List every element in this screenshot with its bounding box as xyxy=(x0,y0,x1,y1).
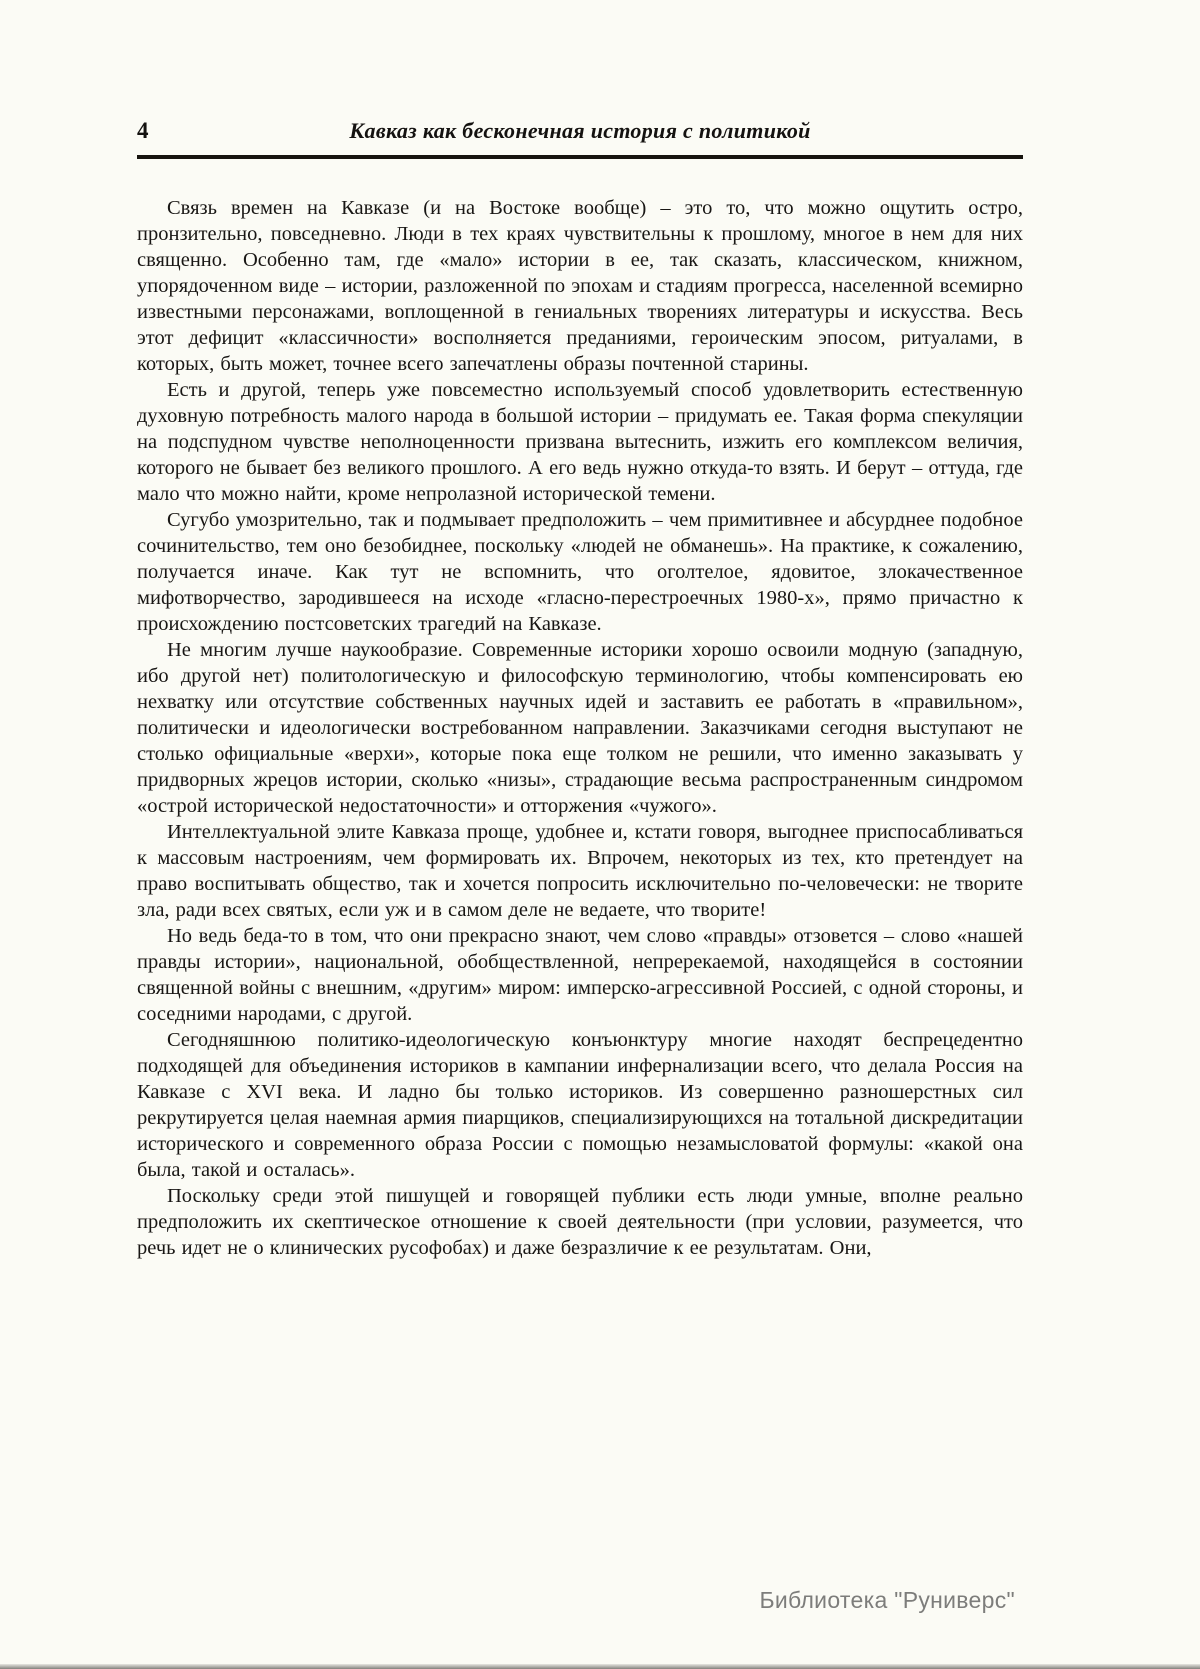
paragraph: Интеллектуальной элите Кавказа проще, удобнее и, кстати говоря, выгоднее приспосабливаться к массовым настроениям, чем формировать их. Впрочем, некоторых из тех, кто претендует на право воспитывать общество, так и хочется попросить исключительно по-человечески: не творите зла, ради всех святых, если уж и в самом деле не ведаете, что творите! xyxy=(137,821,1023,921)
paragraph: Но ведь беда-то в том, что они прекрасно знают, чем слово «правды» отзовется – слово «нашей правды истории», национальной, обобществленной, непререкаемой, находящейся в состоянии священной войны с внешним, «другим» миром: имперско-агрессивной Россией, с одной стороны, и соседними народами, с другой. xyxy=(137,925,1023,1025)
scan-bottom-edge xyxy=(0,1664,1200,1669)
page-number: 4 xyxy=(137,118,149,143)
header-rule xyxy=(137,155,1023,159)
paragraph: Связь времен на Кавказе (и на Востоке вообще) – это то, что можно ощутить остро, пронзительно, повседневно. Люди в тех краях чувствительны к прошлому, многое в нем для них священно. Особенно там, где «мало» истории в ее, так сказать, классическом, книжном, упорядоченном виде – истории, разложенной по эпохам и стадиям прогресса, населенной всемирно известными персонажами, воплощенной в гениальных творениях литературы и искусства. Весь этот дефицит «классичности» восполняется преданиями, героическим эпосом, ритуалами, в которых, быть может, точнее всего запечатлены образы почтенной старины. xyxy=(137,197,1023,375)
paragraph: Сугубо умозрительно, так и подмывает предположить – чем примитивнее и абсурднее подобное сочинительство, тем оно безобиднее, поскольку «людей не обманешь». На практике, к сожалению, получается иначе. Как тут не вспомнить, что оголтелое, ядовитое, злокачественное мифотворчество, зародившееся на исходе «гласно-перестроечных 1980-х», прямо причастно к происхождению постсоветских трагедий на Кавказе. xyxy=(137,509,1023,635)
page-content xyxy=(137,0,1023,1261)
paragraph: Сегодняшнюю политико-идеологическую конъюнктуру многие находят беспрецедентно подходящей для объединения историков в кампании инфернализации всего, что делала Россия на Кавказе с XVI века. И ладно бы только историков. Из совершенно разношерстных сил рекрутируется целая наемная армия пиарщиков, специализирующихся на тотальной дискредитации исторического и современного образа России с помощью незамысловатой формулы: «какой она была, такой и осталась». xyxy=(137,1029,1023,1181)
library-watermark: Библиотека "Руниверс" xyxy=(759,1587,1015,1613)
body-text xyxy=(137,195,1023,1261)
page-header xyxy=(137,118,1023,148)
paragraph: Не многим лучше наукообразие. Современные историки хорошо освоили модную (западную, ибо другой нет) политологическую и философскую терминологию, чтобы компенсировать ею нехватку или отсутствие собственных научных идей и заставить ее работать в «правильном», политически и идеологически востребованном направлении. Заказчиками сегодня выступают не столько официальные «верхи», которые пока еще толком не решили, что именно заказывать у придворных жрецов истории, сколько «низы», страдающие весьма распространенным синдромом «острой исторической недостаточности» и отторжения «чужого». xyxy=(137,639,1023,817)
paragraph: Поскольку среди этой пишущей и говорящей публики есть люди умные, вполне реально предположить их скептическое отношение к своей деятельности (при условии, разумеется, что речь идет не о клинических русофобах) и даже безразличие к ее результатам. Они, xyxy=(137,1185,1023,1259)
paragraph: Есть и другой, теперь уже повсеместно используемый способ удовлетворить естественную духовную потребность малого народа в большой истории – придумать ее. Такая форма спекуляции на подспудном чувстве неполноценности призвана вытеснить, изжить его комплексом величия, которого не бывает без великого прошлого. А его ведь нужно откуда-то взять. И берут – оттуда, где мало что можно найти, кроме непролазной исторической темени. xyxy=(137,379,1023,505)
running-head-title: Кавказ как бесконечная история с политикой xyxy=(349,118,811,143)
